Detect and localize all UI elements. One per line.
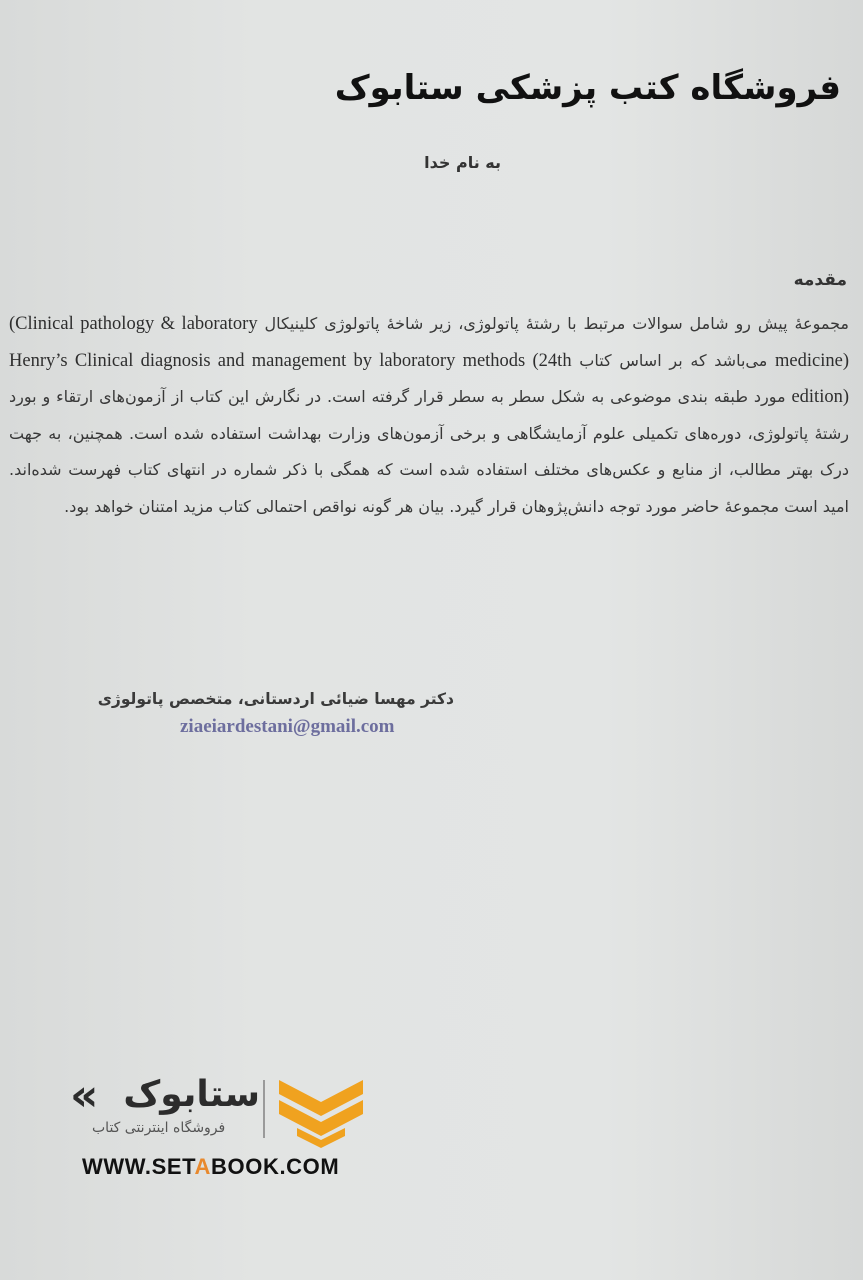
- chevron-stack-icon: [275, 1076, 367, 1152]
- intro-text-2: می‌باشد که بر اساس کتاب: [571, 350, 776, 370]
- brand-name: ستابوک: [123, 1074, 260, 1115]
- intro-book-title: Henry’s Clinical diagnosis and management by laboratory methods (24th edition): [9, 350, 849, 408]
- intro-heading: مقدمه: [793, 270, 847, 290]
- store-title: فروشگاه کتب پزشکی ستابوک: [334, 68, 841, 108]
- brand-url-prefix: WWW.SET: [82, 1154, 195, 1179]
- intro-english-subject: (Clinical pathology & laboratory medicine): [9, 314, 850, 371]
- intro-text-3: مورد طبقه بندی موضوعی به شکل سطر به سطر قرار گرفته است. در نگارش این کتاب از آزمون‌های ارتقاء و بورد رشتهٔ پاتولوژی، دوره‌های تکمیلی علوم آزمایشگاهی و برخی آزمون‌های وزارت بهداشت استفاده شده است. همچنین، به جهت درک بهتر مطالب، از منابع و عکس‌های مختلف استفاده شده است که همگی با ذکر شماره در انتهای کتاب فهرست شده‌اند. امید است مجموعهٔ حاضر مورد توجه دانش‌پژوهان قرار گیرد. بیان هر گونه نواقص احتمالی کتاب مزید امتنان خواهد بود.: [9, 387, 849, 516]
- brand-tagline: فروشگاه اینترنتی کتاب: [92, 1120, 226, 1136]
- brand-logo-wordmark: [70, 1070, 260, 1121]
- intro-text-1: مجموعهٔ پیش رو شامل سوالات مرتبط با رشتهٔ پاتولوژی، زیر شاخهٔ پاتولوژی کلینیکال: [257, 314, 850, 333]
- brand-url: [82, 1154, 339, 1180]
- basmala-heading: به نام خدا: [424, 153, 501, 172]
- brand-url-suffix: BOOK.COM: [211, 1154, 340, 1179]
- author-signature: دکتر مهسا ضیائی اردستانی، متخصص پاتولوژی: [97, 690, 454, 708]
- brand-divider: [263, 1080, 265, 1138]
- author-email: ziaeiardestani@gmail.com: [180, 716, 395, 737]
- brand-url-highlight: A: [194, 1154, 212, 1179]
- double-chevron-icon: «: [70, 1070, 99, 1121]
- intro-paragraph: [9, 306, 849, 526]
